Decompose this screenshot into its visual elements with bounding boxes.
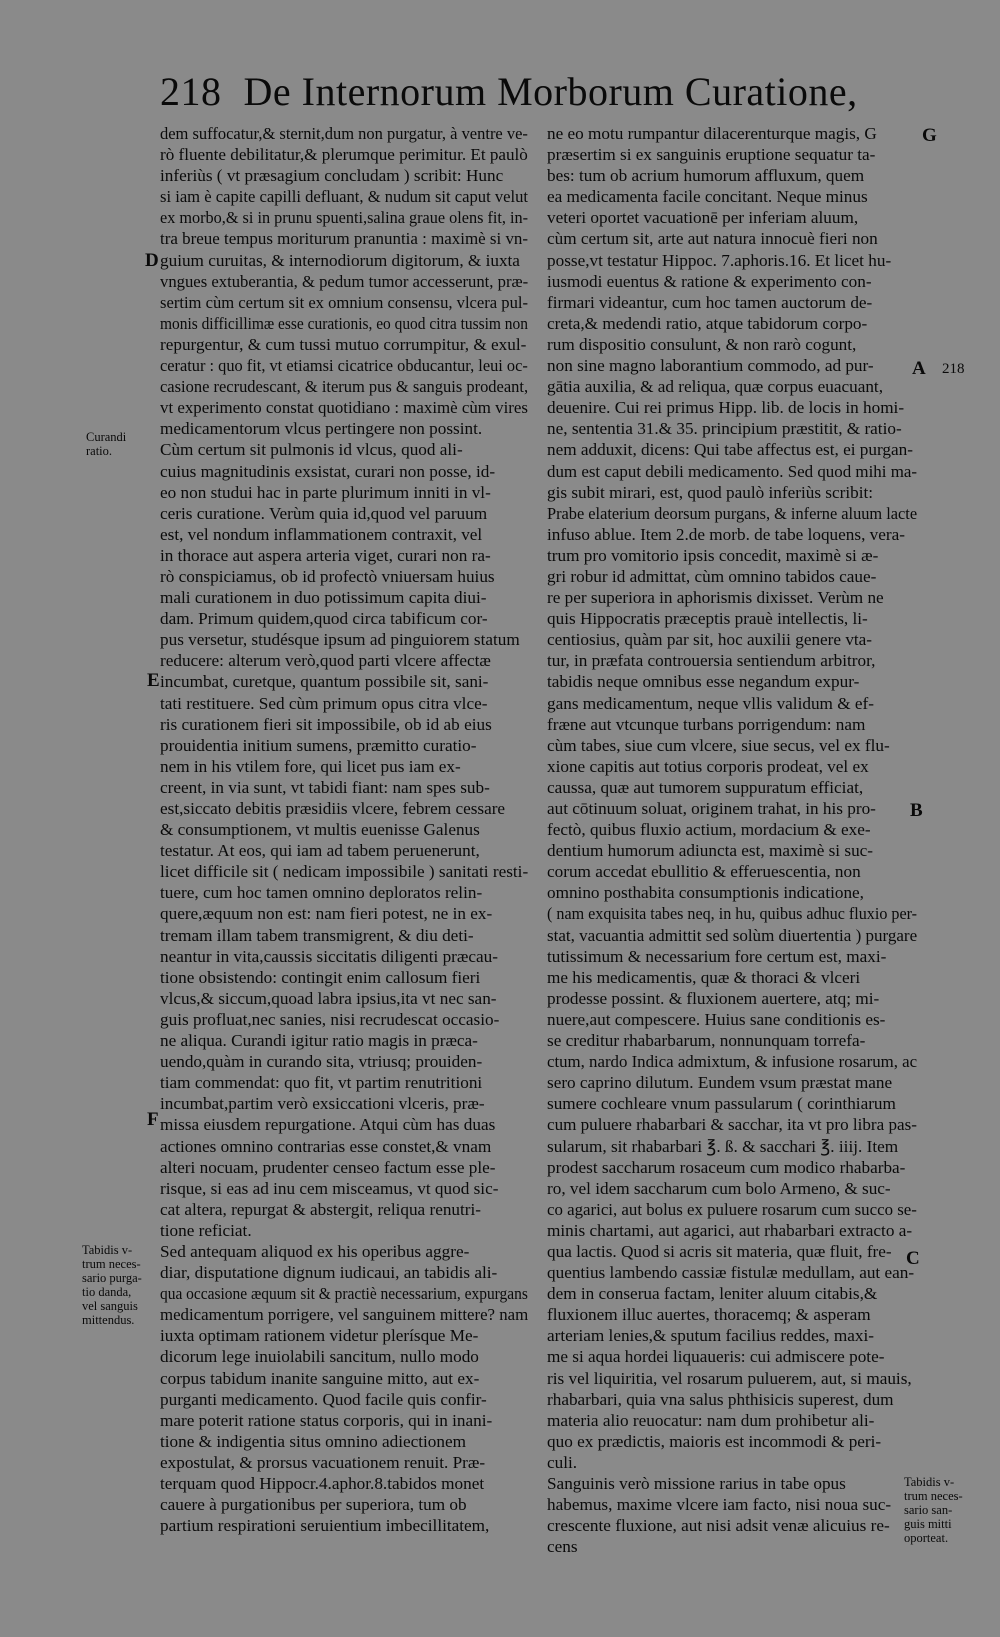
text-line: sularum, sit rhabarbari ℥. ß. & sacchari ℥. iiij. Item [547, 1136, 899, 1156]
text-line: pus versetur, studésque ipsum ad pinguiorem statum [160, 630, 520, 650]
text-line: rò conspiciamus, ob id profectò vniuersam huius [160, 566, 495, 586]
text-line: quere,æquum non est: nam fieri potest, ne in ex- [160, 904, 493, 924]
text-line: ris curationem fieri sit impossibile, ob id ab eius [160, 714, 492, 734]
text-line: ris vel liquiritia, vel rosarum puluerem, aut, si mauis, [547, 1368, 912, 1388]
text-line: alteri nocuam, prudenter censeo factum esse ple- [160, 1157, 496, 1177]
text-line: prodesse possint. & fluxionem auertere, atq; mi- [547, 988, 880, 1008]
text-line: ceratur : quo fit, vt etiamsi cicatrice obducantur, leui oc- [160, 356, 528, 376]
text-line: iusmodi euentus & ratione & experimento con- [547, 271, 872, 291]
text-line: dam. Primum quidem,quod circa tabificum cor- [160, 609, 488, 629]
text-line: cat altera, repurgat & abstergit, reliqua renutri- [160, 1199, 482, 1219]
text-line: corpus tabidum inanite sanguine mitto, aut ex- [160, 1368, 480, 1388]
margin-note-tabidis-right: Tabidis v- trum neces- sario san- guis mitti oporteat. [904, 1475, 963, 1545]
text-line: centiosius, quàm par sit, hoc auxilii genere vta- [547, 630, 873, 650]
text-line: incumbat,partim verò exsiccationi vlceris, præ- [160, 1094, 485, 1114]
text-line: risque, si eas ad inu cem misceamus, vt quod sic- [160, 1178, 499, 1198]
text-line: bes: tum ob acrium humorum affluxum, quem [547, 166, 865, 186]
text-line: sero caprino dilutum. Eundem vsum præstat mane [547, 1073, 893, 1093]
text-line: qua lactis. Quod si acris sit materia, quæ fluit, fre- [547, 1241, 892, 1261]
text-line: tur, in præfata controuersia sentiendum arbitror, [547, 651, 876, 671]
text-line: gātia auxilia, & ad reliqua, quæ corpus euacuant, [547, 377, 883, 397]
text-line: fræne aut vtcunque turbans porrigendum: nam [547, 714, 866, 734]
text-line: guium curuitas, & internodiorum digitorum, & iuxta [160, 250, 520, 270]
text-line: creent, in via sunt, vt tabidi fiant: nam spes sub- [160, 777, 490, 797]
text-line: iuxta optimam rationem videtur plerísque Me- [160, 1326, 479, 1346]
text-line: nuere,aut compescere. Huius sane conditionis es- [547, 1009, 886, 1029]
section-letter-d: D [145, 250, 159, 271]
text-line: tutissimum & necessarium fore certum est, maxi- [547, 946, 887, 966]
text-line: tra breue tempus moriturum pranuntia : maximè si vn- [160, 229, 528, 249]
section-letter-c: C [906, 1248, 920, 1269]
text-line: rhabarbari, quia vna salus phthisicis superest, dum [547, 1389, 894, 1409]
text-line: neantur in vita,caussis siccitatis diligenti præcau- [160, 946, 498, 966]
text-line: ea medicamenta facile concitant. Neque minus [547, 187, 868, 207]
text-line: rò fluente debilitatur,& plerumque perimitur. Et paulò [160, 145, 528, 165]
text-line: quo ex prædictis, maioris est incommodi & peri- [547, 1431, 882, 1451]
text-line: crescente fluxione, aut nisi adsit venæ alicuius re- [547, 1516, 890, 1536]
text-line: ne, sententia 31.& 35. principium præstitit, & ratio- [547, 419, 902, 439]
text-line: si iam è capite capilli defluant, & nudum sit caput velut [160, 187, 528, 207]
text-line: ne aliqua. Curandi igitur ratio magis in præca- [160, 1031, 478, 1051]
section-letter-a: A [912, 358, 926, 379]
text-line: monis difficillimæ esse curationis, eo quod citra tussim non [160, 313, 528, 333]
text-line: vngues extuberantia, & pedum tumor accesserunt, præ- [160, 271, 528, 291]
text-line: minis chartami, aut agarici, aut rhabarbari extracto a- [547, 1220, 913, 1240]
page-header [160, 68, 860, 115]
section-letter-e: E [147, 670, 160, 691]
text-line: rum dispositio consulunt, & non rarò cogunt, [547, 334, 857, 354]
text-line: partium respirationi seruientium imbecillitatem, [160, 1516, 490, 1536]
text-line: habemus, maxime vlcere iam facto, nisi noua suc- [547, 1495, 892, 1515]
text-line: tremam illam tabem transmigrent, & diu deti- [160, 925, 474, 945]
text-line: inferiùs ( vt præsagium concludam ) scribit: Hunc [160, 166, 504, 186]
text-line: gri robur id admittat, cùm omnino tabidos caue- [547, 566, 877, 586]
text-line: uendo,quàm in curando sita, vtriusq; prouiden- [160, 1052, 483, 1072]
text-line: eo non studui hac in parte plurimum inniti in vl- [160, 482, 491, 502]
text-line: materia alio reuocatur: nam dum prohibetur ali- [547, 1410, 875, 1430]
text-line: sumere cochleare vnum passularum ( corinthiarum [547, 1094, 896, 1114]
text-line: stat, vacuantia admittit sed solùm diuertentia ) purgare [547, 925, 917, 945]
text-line: firmari videantur, cum hoc tamen auctorum de- [547, 292, 873, 312]
text-line: Cùm certum sit pulmonis id vlcus, quod ali- [160, 440, 463, 460]
text-line: tati restituere. Sed cùm primum opus citra vlce- [160, 693, 488, 713]
text-line: dentium humorum adiuncta est, maximè si suc- [547, 841, 874, 861]
text-line: tione obsistendo: contingit enim callosum fieri [160, 967, 481, 987]
text-line: tiam commendat: quo fit, vt partim renutritioni [160, 1073, 483, 1093]
text-line: sertim cùm certum sit ex omnium consensu, vlcera pul- [160, 292, 528, 312]
text-line: aut cōtinuum soluat, originem trahat, in his pro- [547, 799, 876, 818]
text-line: guis profluat,nec sanies, nisi recrudescat occasio- [160, 1009, 500, 1029]
text-line: licet difficile sit ( nedicam impossibile ) sanitati resti- [160, 862, 528, 882]
text-line: cùm tabes, siue cum vlcere, siue secus, vel ex flu- [547, 735, 890, 755]
text-line: xione capitis aut totius corporis prodeat, vel ex [547, 756, 869, 776]
text-line: missa eiusdem repurgatione. Atqui cùm has duas [160, 1115, 496, 1135]
text-line: tione & indigentia situs omnino adiectionem [160, 1431, 466, 1451]
text-line: tuere, cum hoc tamen omnino deploratos relin- [160, 883, 483, 903]
text-line: dicorum lege inuiolabili sancitum, nullo modo [160, 1347, 479, 1367]
text-line: tione reficiat. [160, 1220, 252, 1240]
text-line: & consumptionem, vt multis euenisse Galenus [160, 820, 480, 840]
text-line: tabidis neque omnibus esse negandum expur- [547, 672, 860, 692]
text-line: Sed antequam aliquod ex his operibus aggre- [160, 1241, 470, 1261]
text-line: ceris curatione. Verùm quia id,quod vel paruum [160, 503, 488, 523]
text-line: ctum, nardo Indica admixtum, & infusione rosarum, ac [547, 1052, 917, 1072]
text-line: corum accedat ebullitio & efferuescentia, non [547, 862, 861, 882]
text-line: ne eo motu rumpantur dilacerenturque magis, G [547, 124, 877, 143]
text-line: dem suffocatur,& sternit,dum non purgatur, à ventre ve- [160, 124, 528, 143]
left-text-column [160, 123, 528, 1536]
text-line: deuenire. Cui rei primus Hipp. lib. de locis in homi- [547, 398, 905, 418]
running-title: De Internorum Morborum Curatione, [243, 69, 858, 114]
text-line: fluxionem illuc auertes, thoracemq; & asperam [547, 1305, 871, 1325]
text-line: expostulat, & prorsus vacuationem renuit. Præ- [160, 1452, 486, 1472]
text-line: casione recrudescant, & iterum pus & sanguis prodeant, [160, 377, 528, 397]
text-line: Prabe elaterium deorsum purgans, & inferne aluum lacte [547, 503, 917, 523]
text-line: testatur. At eos, qui iam ad tabem peruenerunt, [160, 841, 480, 861]
text-line: repurgentur, & cum tussi mutuo corrumpitur, & exul- [160, 334, 527, 354]
text-line: præsertim si ex sanguinis eruptione sequatur ta- [547, 145, 876, 165]
text-line: ex morbo,& si in prunu spuenti,salina graue olens fit, in- [160, 208, 528, 228]
text-line: medicamentorum vlcus pertingere non possint. [160, 419, 483, 439]
text-line: gis subit mirari, est, quod paulò inferiùs scribit: [547, 482, 874, 502]
text-line: se creditur rhabarbarum, nonnunquam torrefa- [547, 1031, 866, 1051]
text-line: infuso ablue. Item 2.de morb. de tabe loquens, vera- [547, 524, 905, 544]
text-line: mali curationem in duo potissimum capita diui- [160, 588, 487, 608]
text-line: omnino posthabita consumptionis indicatione, [547, 883, 864, 903]
text-line: vt experimento constat quotidiano : maximè cùm vires [160, 398, 528, 418]
text-line: posse,vt testatur Hippoc. 7.aphoris.16. Et licet hu- [547, 250, 892, 270]
text-line: est,siccato debitis præsidiis vlcere, febrem cessare [160, 799, 506, 818]
text-line: medicamentum porrigere, vel sanguinem mittere? nam [160, 1305, 528, 1325]
text-line: me si aqua hordei liquaueris: cui admiscere pote- [547, 1347, 885, 1367]
text-line: non sine magno laborantium commodo, ad pur- [547, 356, 874, 376]
margin-note-tabidis-left: Tabidis v- trum neces- sario purga- tio danda, vel sanguis mittendus. [82, 1243, 142, 1327]
text-line: cens [547, 1537, 578, 1557]
text-line: gans medicamentum, neque vllis validum & ef- [547, 693, 874, 713]
right-text-column [547, 123, 917, 1557]
margin-note-curandi: Curandi ratio. [86, 430, 127, 458]
text-line: cuius magnitudinis exsistat, curari non posse, id- [160, 461, 496, 481]
text-line: trum pro vomitorio ipsis concedit, maximè si æ- [547, 545, 879, 565]
section-letter-f: F [147, 1109, 159, 1130]
text-line: cum puluere rhabarbari & sacchar, ita vt pro libra pas- [547, 1115, 917, 1135]
text-line: purganti medicamento. Quod facile quis confir- [160, 1389, 487, 1409]
text-line: vlcus,& siccum,quoad labra ipsius,ita vt nec san- [160, 988, 497, 1008]
text-line: ro, vel idem saccharum cum bolo Armeno, & suc- [547, 1178, 891, 1198]
text-line: ( nam exquisita tabes neq, in hu, quibus adhuc fluxio per- [547, 904, 917, 924]
text-line: reducere: alterum verò,quod parti vlcere affectæ [160, 651, 491, 671]
text-line: incumbat, curetque, quantum possibile sit, sani- [160, 672, 489, 692]
text-line: arteriam lenies,& sputum facilius reddes, maxi- [547, 1326, 874, 1346]
text-line: nem in his vtilem fore, qui licet pus iam ex- [160, 756, 461, 776]
section-letter-b: B [910, 800, 923, 821]
text-line: quentius lambendo cassiæ fistulæ medullam, aut ean- [547, 1263, 915, 1283]
text-line: mare poterit ratione status corporis, qui in inani- [160, 1410, 493, 1430]
text-line: culi. [547, 1452, 578, 1472]
text-line: dum est caput debili medicamento. Sed quod mihi ma- [547, 461, 917, 481]
text-line: quis Hippocratis præceptis prauè intellectis, li- [547, 609, 868, 629]
text-line: me his medicamentis, quæ & thoraci & vlceri [547, 967, 861, 987]
page-number: 218 [160, 69, 222, 114]
text-line: qua occasione æquum sit & practiè necessarium, expurgans [160, 1284, 528, 1304]
margin-page-reference: 218 [942, 361, 965, 377]
text-line: diar, disputatione dignum iudicaui, an tabidis ali- [160, 1263, 498, 1283]
text-line: prouidentia initium sumens, præmitto curatio- [160, 735, 477, 755]
text-line: in thorace aut aspera arteria viget, curari non ra- [160, 545, 491, 565]
text-line: cùm certum sit, arte aut natura innocuè fieri non [547, 229, 878, 249]
text-line: creta,& medendi ratio, atque tabidorum corpo- [547, 313, 868, 333]
text-line: veteri oportet vacuationē per inferiam aluum, [547, 208, 859, 228]
section-letter-g: G [922, 125, 937, 146]
text-line: caussa, quæ aut tumorem suppuratum efficiat, [547, 777, 864, 797]
text-line: cauere à purgationibus per superiora, tum ob [160, 1495, 467, 1515]
text-line: est, vel nondum inflammationem contraxit, vel [160, 524, 483, 544]
text-line: nem adduxit, dicens: Qui tabe affectus est, ei purgan- [547, 440, 913, 460]
text-line: co agarici, aut bolus ex puluere rosarum cum succo se- [547, 1199, 917, 1219]
text-line: terquam quod Hippocr.4.aphor.8.tabidos monet [160, 1474, 485, 1493]
text-line: prodest saccharum rosaceum cum modico rhabarba- [547, 1157, 906, 1177]
text-line: fectò, quibus fluxio actium, mordacium & exe- [547, 820, 871, 840]
text-line: actiones omnino contrarias esse constet,& vnam [160, 1136, 492, 1156]
text-line: re per superiora in aphorismis dixisset. Verùm ne [547, 588, 884, 608]
text-line: dem in conserua factam, leniter aluum citabis,& [547, 1284, 878, 1304]
text-line: Sanguinis verò missione rarius in tabe opus [547, 1474, 846, 1493]
